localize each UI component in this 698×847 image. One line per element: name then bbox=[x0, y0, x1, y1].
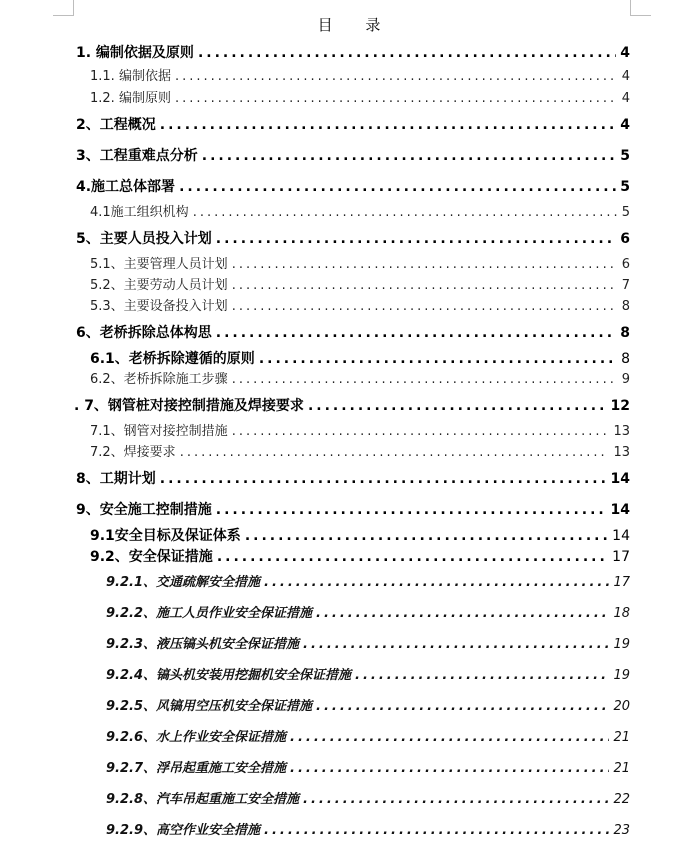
dot-leader bbox=[245, 526, 608, 546]
dot-leader bbox=[303, 635, 609, 655]
dot-leader bbox=[202, 146, 617, 166]
toc-entry[interactable] bbox=[106, 573, 630, 593]
dot-leader bbox=[290, 759, 609, 779]
toc-entry[interactable] bbox=[106, 635, 630, 655]
toc-entry-text: 9.2.4、镐头机安装用挖掘机安全保证措施 bbox=[106, 668, 352, 683]
toc-entry-page: 6 bbox=[621, 257, 630, 272]
toc-entry-page: 17 bbox=[612, 549, 630, 565]
toc-entry-page: 19 bbox=[613, 637, 630, 652]
toc-entry-text: 1. 编制依据及原则 bbox=[76, 45, 194, 61]
dot-leader bbox=[264, 821, 609, 841]
dot-leader bbox=[175, 89, 618, 109]
toc-entry[interactable] bbox=[76, 323, 630, 343]
toc-entry-text: 5.1、主要管理人员计划 bbox=[90, 257, 228, 272]
toc-entry[interactable] bbox=[90, 276, 630, 296]
toc-entry-page: 13 bbox=[613, 424, 630, 439]
toc-entry-text: 4.施工总体部署 bbox=[76, 179, 176, 195]
toc-entry-text: 7.2、焊接要求 bbox=[90, 445, 176, 460]
dot-leader bbox=[316, 697, 609, 717]
toc-entry[interactable] bbox=[76, 469, 630, 489]
toc-entry[interactable] bbox=[106, 728, 630, 748]
toc-entry-text: 9.1安全目标及保证体系 bbox=[90, 528, 241, 544]
toc-entry-text: 5.2、主要劳动人员计划 bbox=[90, 278, 228, 293]
toc-entry-text: 9.2.3、液压镐头机安全保证措施 bbox=[106, 637, 300, 652]
dot-leader bbox=[232, 297, 618, 317]
toc-entry-page: 19 bbox=[613, 668, 630, 683]
toc-entry[interactable] bbox=[90, 203, 630, 223]
toc-entry-text: 1.2. 编制原则 bbox=[90, 91, 171, 106]
toc-entry-page: 13 bbox=[613, 445, 630, 460]
toc-entry-page: 4 bbox=[620, 45, 630, 61]
dot-leader bbox=[259, 349, 617, 369]
toc-title: 目 录 bbox=[317, 16, 395, 34]
toc-entry-text: 1.1. 编制依据 bbox=[90, 69, 171, 84]
dot-leader bbox=[216, 229, 617, 249]
toc-entry[interactable] bbox=[76, 146, 630, 166]
toc-entry-page: 21 bbox=[613, 730, 630, 745]
toc-entry[interactable] bbox=[106, 604, 630, 624]
dot-leader bbox=[232, 370, 618, 390]
toc-entry[interactable] bbox=[90, 349, 630, 369]
dot-leader bbox=[355, 666, 609, 686]
toc-entry-text: 9.2.7、浮吊起重施工安全措施 bbox=[106, 761, 287, 776]
dot-leader bbox=[198, 43, 616, 63]
toc-entry-text: 9.2.5、风镐用空压机安全保证措施 bbox=[106, 699, 313, 714]
toc-entry-page: 12 bbox=[610, 398, 630, 414]
toc-entry-page: 4 bbox=[620, 117, 630, 133]
toc-entry-page: 8 bbox=[621, 299, 630, 314]
dot-leader bbox=[179, 177, 616, 197]
toc-entry[interactable] bbox=[106, 790, 630, 810]
toc-entry[interactable] bbox=[106, 666, 630, 686]
toc-entry[interactable] bbox=[76, 229, 630, 249]
toc-entry-page: 20 bbox=[613, 699, 630, 714]
toc-entry[interactable] bbox=[90, 526, 630, 546]
toc-entry-page: 5 bbox=[620, 179, 630, 195]
toc-entry-text: 2、工程概况 bbox=[76, 117, 156, 133]
toc-entry[interactable] bbox=[106, 759, 630, 779]
toc-entry-text: . 7、钢管桩对接控制措施及焊接要求 bbox=[74, 398, 304, 414]
dot-leader bbox=[160, 115, 617, 135]
toc-entry[interactable] bbox=[74, 396, 630, 416]
toc-entry-page: 8 bbox=[621, 351, 630, 367]
toc-entry[interactable] bbox=[76, 500, 630, 520]
toc-entry-text: 9.2.1、交通疏解安全措施 bbox=[106, 575, 261, 590]
toc-entry-text: 3、工程重难点分析 bbox=[76, 148, 198, 164]
toc-entry-text: 5.3、主要设备投入计划 bbox=[90, 299, 228, 314]
toc-entry-page: 4 bbox=[621, 69, 630, 84]
toc-entry-page: 14 bbox=[610, 471, 630, 487]
toc-entry-page: 5 bbox=[620, 148, 630, 164]
toc-entry-page: 5 bbox=[621, 205, 630, 220]
toc-entry-text: 6.2、老桥拆除施工步骤 bbox=[90, 372, 228, 387]
toc-entry-text: 5、主要人员投入计划 bbox=[76, 231, 212, 247]
toc-entry-text: 9.2.9、高空作业安全措施 bbox=[106, 823, 261, 838]
toc-entry[interactable] bbox=[106, 821, 630, 841]
toc-entry[interactable] bbox=[76, 115, 630, 135]
toc-entry[interactable] bbox=[90, 443, 630, 463]
dot-leader bbox=[160, 469, 607, 489]
dot-leader bbox=[290, 728, 609, 748]
toc-entry-page: 18 bbox=[613, 606, 630, 621]
toc-entry-page: 17 bbox=[613, 575, 630, 590]
dot-leader bbox=[232, 255, 618, 275]
toc-entry-page: 7 bbox=[621, 278, 630, 293]
toc-entry[interactable] bbox=[106, 697, 630, 717]
toc-entry-text: 9.2.2、施工人员作业安全保证措施 bbox=[106, 606, 313, 621]
toc-entry-page: 22 bbox=[613, 792, 630, 807]
toc-entry-text: 9.2.6、水上作业安全保证措施 bbox=[106, 730, 287, 745]
dot-leader bbox=[216, 323, 617, 343]
toc-entry-page: 9 bbox=[621, 372, 630, 387]
toc-entry-page: 4 bbox=[621, 91, 630, 106]
toc-entry-text: 6.1、老桥拆除遵循的原则 bbox=[90, 351, 255, 367]
dot-leader bbox=[264, 573, 609, 593]
dot-leader bbox=[193, 203, 618, 223]
toc-entry-text: 8、工期计划 bbox=[76, 471, 156, 487]
dot-leader bbox=[216, 500, 607, 520]
dot-leader bbox=[316, 604, 609, 624]
toc-entry-page: 14 bbox=[612, 528, 630, 544]
dot-leader bbox=[232, 422, 610, 442]
toc-entry[interactable] bbox=[90, 422, 630, 442]
toc-entry[interactable] bbox=[90, 67, 630, 87]
toc-entry-page: 21 bbox=[613, 761, 630, 776]
toc-entry-page: 8 bbox=[620, 325, 630, 341]
dot-leader bbox=[232, 276, 618, 296]
dot-leader bbox=[308, 396, 607, 416]
toc-entry-text: 6、老桥拆除总体构思 bbox=[76, 325, 212, 341]
toc-entry[interactable] bbox=[90, 370, 630, 390]
toc-entry[interactable] bbox=[76, 43, 630, 63]
dot-leader bbox=[303, 790, 609, 810]
toc-entry[interactable] bbox=[90, 547, 630, 567]
toc-entry[interactable] bbox=[90, 255, 630, 275]
toc-entry-text: 7.1、钢管对接控制措施 bbox=[90, 424, 228, 439]
toc-entry-text: 9、安全施工控制措施 bbox=[76, 502, 212, 518]
toc-entry[interactable] bbox=[76, 177, 630, 197]
toc-entry-page: 6 bbox=[620, 231, 630, 247]
toc-entry-page: 23 bbox=[613, 823, 630, 838]
toc-entry-text: 9.2、安全保证措施 bbox=[90, 549, 213, 565]
toc-entry[interactable] bbox=[90, 89, 630, 109]
toc-entry-text: 9.2.8、汽车吊起重施工安全措施 bbox=[106, 792, 300, 807]
dot-leader bbox=[217, 547, 608, 567]
dot-leader bbox=[175, 67, 618, 87]
toc-entry-text: 4.1施工组织机构 bbox=[90, 205, 189, 220]
toc-entry[interactable] bbox=[90, 297, 630, 317]
toc-entry-page: 14 bbox=[610, 502, 630, 518]
dot-leader bbox=[180, 443, 610, 463]
